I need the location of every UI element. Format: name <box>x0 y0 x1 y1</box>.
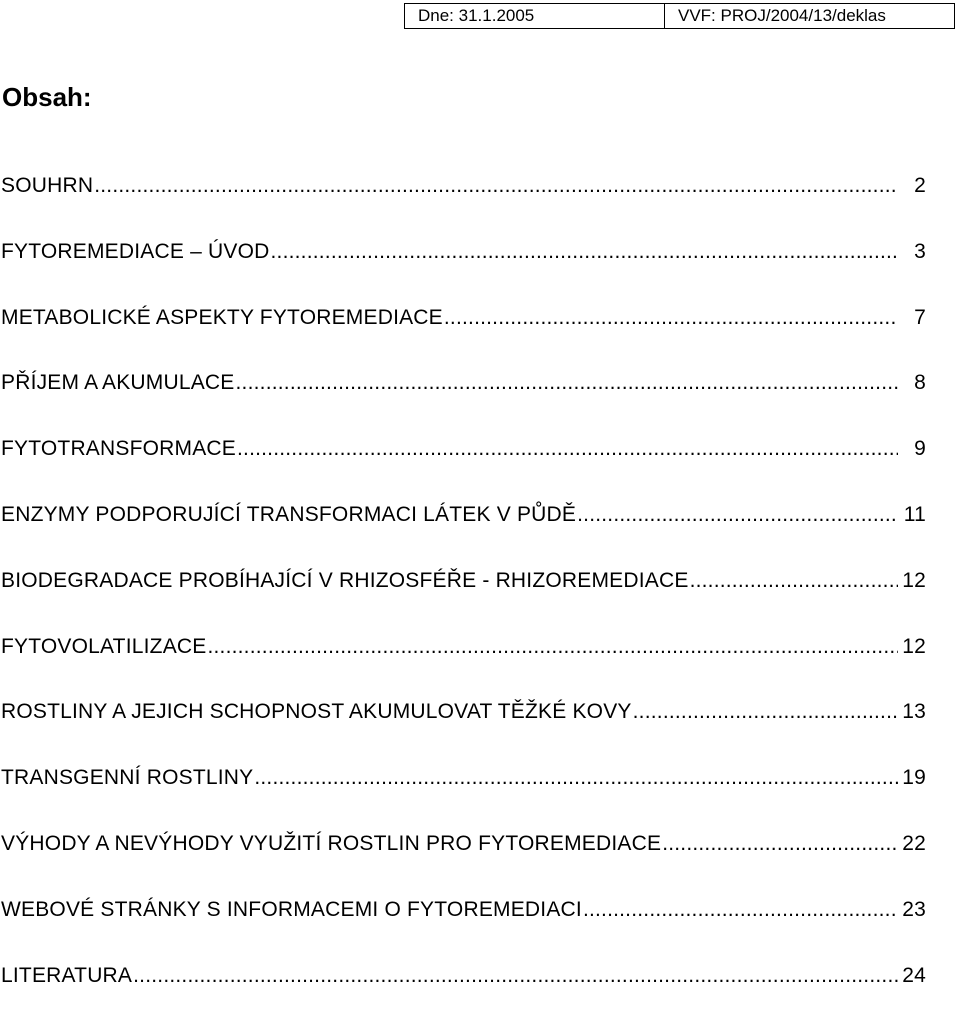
document-header <box>404 3 955 29</box>
toc-entry[interactable] <box>1 304 926 370</box>
toc-entry-page: 19 <box>902 766 926 790</box>
toc-entry-label: WEBOVÉ STRÁNKY S INFORMACEMI O FYTOREMEDIACI <box>1 897 582 921</box>
toc-dot-leader <box>662 830 898 858</box>
header-date: Dne: 31.1.2005 <box>405 4 665 28</box>
toc-entry-page: 8 <box>914 371 926 395</box>
toc-entry[interactable] <box>1 501 926 567</box>
toc-entry-label: ENZYMY PODPORUJÍCÍ TRANSFORMACI LÁTEK V PŮDĚ <box>1 502 577 526</box>
toc-entry[interactable] <box>1 830 926 896</box>
toc-dot-leader <box>94 172 898 200</box>
toc-entry-label: BIODEGRADACE PROBÍHAJÍCÍ V RHIZOSFÉŘE - RHIZOREMEDIACE <box>1 568 689 592</box>
toc-entry-label: METABOLICKÉ ASPEKTY FYTOREMEDIACE <box>1 305 443 329</box>
toc-dot-leader <box>237 435 898 463</box>
toc-entry-page: 9 <box>914 437 926 461</box>
toc-entry-page: 24 <box>902 963 926 987</box>
toc-dot-leader <box>271 238 899 266</box>
page-title: Obsah: <box>2 82 92 112</box>
toc-entry-page: 23 <box>902 897 926 921</box>
toc-dot-leader <box>254 764 898 792</box>
toc-entry-page: 3 <box>914 239 926 263</box>
header-reference: VVF: PROJ/2004/13/deklas <box>678 6 886 25</box>
toc-dot-leader <box>633 698 898 726</box>
toc-entry-page: 11 <box>903 502 926 526</box>
toc-entry-label: SOUHRN <box>1 174 94 197</box>
toc-entry-page: 2 <box>914 174 926 197</box>
toc-entry[interactable] <box>1 238 926 304</box>
toc-entry-label: FYTOREMEDIACE – ÚVOD <box>1 239 270 263</box>
toc-entry-page: 12 <box>902 634 926 658</box>
toc-entry-page: 7 <box>914 305 926 329</box>
toc-entry[interactable] <box>1 896 926 962</box>
toc-dot-leader <box>690 567 898 595</box>
toc-entry-label: LITERATURA <box>1 963 133 987</box>
toc-dot-leader <box>133 962 898 990</box>
toc-entry-page: 22 <box>902 831 926 855</box>
toc-entry-label: VÝHODY A NEVÝHODY VYUŽITÍ ROSTLIN PRO FYTOREMEDIACE <box>1 831 662 855</box>
toc-entry[interactable] <box>1 764 926 830</box>
toc-entry-page: 12 <box>902 568 926 592</box>
toc-entry[interactable] <box>1 633 926 699</box>
table-of-contents <box>1 172 926 1027</box>
toc-entry-page: 13 <box>902 700 926 724</box>
toc-entry[interactable] <box>1 369 926 435</box>
toc-dot-leader <box>583 896 898 924</box>
toc-entry-label: ROSTLINY A JEJICH SCHOPNOST AKUMULOVAT TĚŽKÉ KOVY <box>1 700 632 724</box>
toc-entry[interactable] <box>1 962 926 1027</box>
toc-entry[interactable] <box>1 567 926 633</box>
toc-entry[interactable] <box>1 172 926 238</box>
toc-entry-label: FYTOTRANSFORMACE <box>1 437 236 461</box>
toc-entry-label: TRANSGENNÍ ROSTLINY <box>1 766 254 790</box>
toc-entry-label: FYTOVOLATILIZACE <box>1 634 207 658</box>
toc-dot-leader <box>207 633 898 661</box>
toc-entry-label: PŘÍJEM A AKUMULACE <box>1 371 235 395</box>
toc-dot-leader <box>577 501 898 529</box>
toc-entry[interactable] <box>1 698 926 764</box>
toc-entry[interactable] <box>1 435 926 501</box>
toc-dot-leader <box>444 304 898 332</box>
toc-dot-leader <box>236 369 898 397</box>
